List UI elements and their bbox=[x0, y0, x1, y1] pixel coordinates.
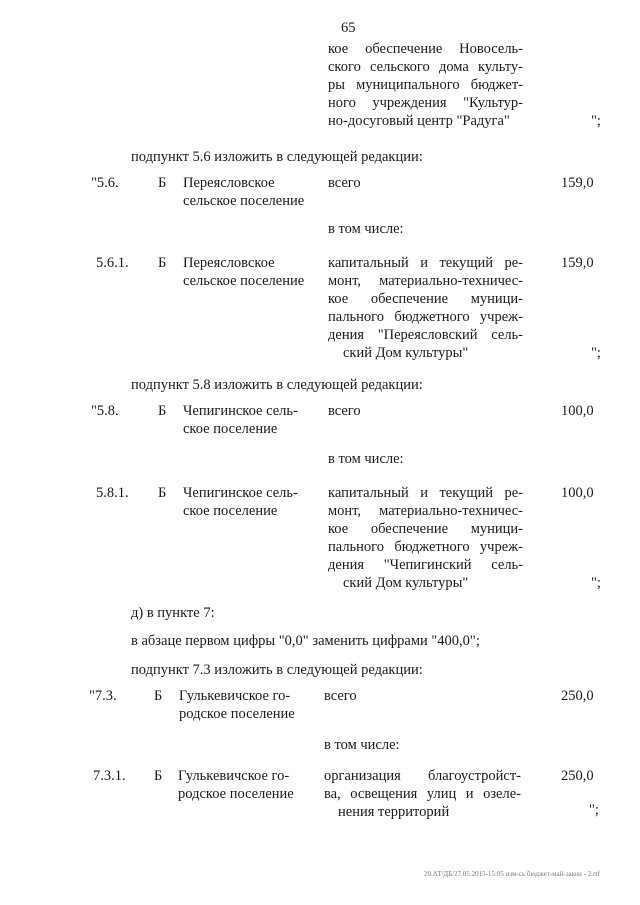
including-label: в том числе: bbox=[328, 221, 404, 237]
closing-quote: "; bbox=[591, 113, 601, 129]
row-letter: Б bbox=[158, 175, 167, 191]
row-number: "5.8. bbox=[91, 403, 119, 419]
row-desc-line: кое обеспечение муници- bbox=[328, 521, 523, 537]
top-block-line: ры муниципального бюджет- bbox=[328, 77, 523, 93]
top-block-line: ного учреждения "Культур- bbox=[328, 95, 523, 111]
section-heading: подпункт 5.6 изложить в следующей редакции: bbox=[131, 149, 423, 165]
row-desc-line: капитальный и текущий ре- bbox=[328, 485, 523, 501]
row-desc-line: пального бюджетного учреж- bbox=[328, 309, 523, 325]
row-amount: 159,0 bbox=[561, 255, 594, 271]
row-number: "7.3. bbox=[89, 688, 117, 704]
row-desc-line: пального бюджетного учреж- bbox=[328, 539, 523, 555]
paragraph-abzac: в абзаце первом цифры "0,0" заменить цифрами "400,0"; bbox=[131, 633, 480, 649]
row-desc-line: кое обеспечение муници- bbox=[328, 291, 523, 307]
row-amount: 100,0 bbox=[561, 403, 594, 419]
row-name: Переясловское bbox=[183, 255, 275, 271]
row-desc: всего bbox=[328, 403, 361, 419]
row-name: ское поселение bbox=[183, 421, 278, 437]
row-amount: 100,0 bbox=[561, 485, 594, 501]
row-letter: Б bbox=[154, 768, 163, 784]
row-amount: 250,0 bbox=[561, 688, 594, 704]
row-name: Гулькевичское го- bbox=[178, 768, 290, 784]
row-desc-line: ский Дом культуры" bbox=[343, 575, 469, 591]
row-letter: Б bbox=[158, 485, 167, 501]
row-amount: 159,0 bbox=[561, 175, 594, 191]
row-letter: Б bbox=[154, 688, 163, 704]
section-heading: подпункт 5.8 изложить в следующей редакции: bbox=[131, 377, 423, 393]
including-label: в том числе: bbox=[324, 737, 400, 753]
row-desc-line: организация благоустройст- bbox=[324, 768, 521, 784]
closing-quote: "; bbox=[591, 575, 601, 591]
footer-file-path: 20.АТ/ДБ/27.05.2015-15:05 изм-сь бюджет-май-закон - 2.rtf bbox=[424, 870, 600, 878]
row-name: родское поселение bbox=[179, 706, 295, 722]
row-name: Чепигинское сель- bbox=[183, 403, 298, 419]
top-block-line: ского сельского дома культу- bbox=[328, 59, 523, 75]
row-desc-line: ский Дом культуры" bbox=[343, 345, 469, 361]
row-name: Гулькевичское го- bbox=[179, 688, 291, 704]
row-desc-line: дения "Переясловский сель- bbox=[328, 327, 523, 343]
row-number: 5.8.1. bbox=[96, 485, 129, 501]
row-desc-line: монт, материально-техничес- bbox=[328, 273, 523, 289]
row-desc: всего bbox=[324, 688, 357, 704]
row-letter: Б bbox=[158, 255, 167, 271]
row-name: Переясловское bbox=[183, 175, 275, 191]
row-desc: всего bbox=[328, 175, 361, 191]
row-desc-line: дения "Чепигинский сель- bbox=[328, 557, 523, 573]
including-label: в том числе: bbox=[328, 451, 404, 467]
row-name: ское поселение bbox=[183, 503, 278, 519]
row-name: родское поселение bbox=[178, 786, 294, 802]
top-block-line: кое обеспечение Новосель- bbox=[328, 41, 523, 57]
row-desc-line: нения территорий bbox=[338, 804, 450, 820]
top-block-line: но-досуговый центр "Радуга" bbox=[328, 113, 510, 129]
row-number: 7.3.1. bbox=[93, 768, 126, 784]
row-name: сельское поселение bbox=[183, 193, 305, 209]
row-amount: 250,0 bbox=[561, 768, 594, 784]
section-heading: подпункт 7.3 изложить в следующей редакции: bbox=[131, 662, 423, 678]
closing-quote: "; bbox=[589, 802, 599, 818]
row-desc-line: капитальный и текущий ре- bbox=[328, 255, 523, 271]
closing-quote: "; bbox=[591, 345, 601, 361]
row-letter: Б bbox=[158, 403, 167, 419]
row-name: сельское поселение bbox=[183, 273, 305, 289]
row-name: Чепигинское сель- bbox=[183, 485, 298, 501]
paragraph-d: д) в пункте 7: bbox=[131, 605, 215, 621]
row-number: 5.6.1. bbox=[96, 255, 129, 271]
row-desc-line: монт, материально-техничес- bbox=[328, 503, 523, 519]
row-number: "5.6. bbox=[91, 175, 119, 191]
page-number: 65 bbox=[341, 20, 356, 36]
row-desc-line: ва, освещения улиц и озеле- bbox=[324, 786, 521, 802]
